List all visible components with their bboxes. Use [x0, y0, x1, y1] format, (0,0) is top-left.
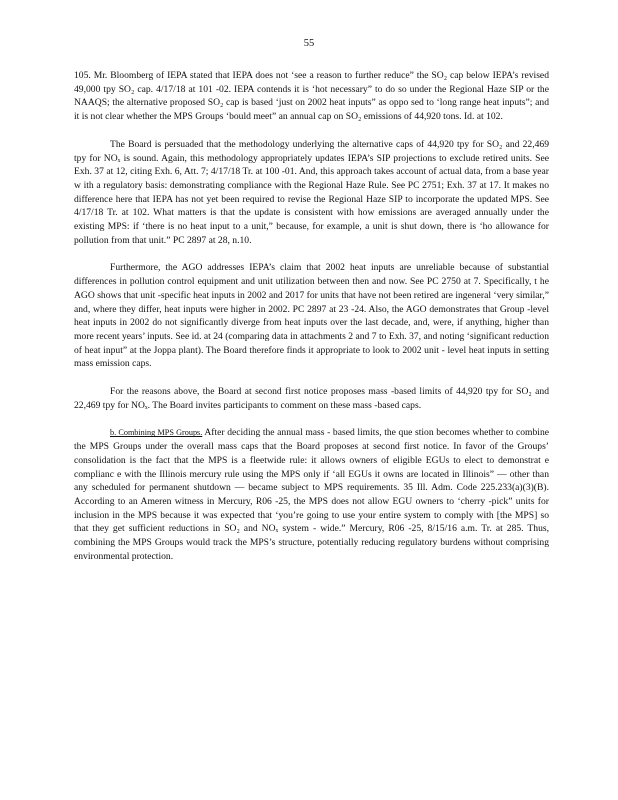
paragraph-bloomberg-quote: 105. Mr. Bloomberg of IEPA stated that IEPA does not ‘see a reason to further reduce” the SO₂ cap below IEPA’s revised 49,000 tpy SO₂ cap. 4/17/18 at 101 -02. IEPA contends it is ‘hot necessary” to do so under the Regional Haze SIP or the NAAQS; the alternative proposed SO₂ cap is based ‘just on 2002 heat inputs” as oppo sed to ‘long range heat inputs”; and it is not clear whether the MPS Groups ‘bould meet” an annual cap on SO₂ emissions of 44,920 tons. Id. at 102. [74, 70, 549, 123]
section-combining-mps-groups [74, 426, 549, 563]
document-body [74, 69, 549, 578]
paragraph-board-persuaded: The Board is persuaded that the methodology underlying the alternative caps of 44,920 tpy for SO₂ and 22,469 tpy for NOₓ is sound. Again, this methodology appropriately updates IEPA’s SIP projections to exclude retired units. See Exh. 37 at 12, citing Exh. 6, Att. 7; 4/17/18 Tr. at 100 -01. And, this approach takes account of actual data, from a base year w ith a regulatory basis: demonstrating compliance with the Regional Haze Rule. See PC 2751; Exh. 37 at 17. It makes no difference here that IEPA has not yet been required to revise the Regional Haze SIP to incorporate the updated MPS. See 4/17/18 Tr. at 102. What matters is that the update is consistent with how emissions are averaged annually under the existing MPS: if ‘there is no heat input to a unit,” because, for example, a unit is shut down, there is ‘ho allowance for pollution from that unit.” PC 2897 at 28, n.10. [74, 138, 549, 246]
paragraph-ago-heat-inputs: Furthermore, the AGO addresses IEPA’s claim that 2002 heat inputs are unreliable because of substantial differences in pollution control equipment and unit utilization between then and now. See PC 2750 at 7. Specifically, t he AGO shows that unit -specific heat inputs in 2002 and 2017 for units that have not been retired are ingeneral ‘very similar,” and, where they differ, heat inputs were higher in 2002. PC 2897 at 23 -24. Also, the AGO demonstrates that Group -level heat inputs in 2002 do not significantly diverge from heat inputs over the last decade, and, were, if anything, higher than more recent years’ inputs. See id. at 24 (comparing data in attachments 2 and 7 to Exh. 37, and noting ‘significant reduction of heat input” at the Joppa plant). The Board therefore finds it appropriate to look to 2002 unit - level heat inputs in setting mass emission caps. [74, 262, 549, 370]
paragraph-combining-groups: After deciding the annual mass - based limits, the que stion becomes whether to combine the MPS Groups under the overall mass caps that the Board proposes at second first notice. In favor of the Groups’ consolidation is the fact that the MPS is a fleetwide rule: it allows owners of eligible EGUs to elect to demonstrat e complianc e with the Illinois mercury rule using the MPS only if ‘all EGUs it owns are located in Illinois” — other than any scheduled for permanent shutdown — became subject to MPS requirements. 35 Ill. Adm. Code 225.233(a)(3)(B). According to an Ameren witness in Mercury, R06 -25, the MPS does not allow EGU owners to ‘cherry -pick” units for inclusion in the MPS because it was expected that ‘you’re going to use your entire system to comply with [the MPS] so that they get sufficient reductions in SO₂ and NOₓ system - wide.” Mercury, R06 -25, 8/15/16 a.m. Tr. at 285. Thus, combining the MPS Groups would track the MPS’s structure, potentially reducing regulatory burdens without comprising environmental protection. [74, 427, 549, 562]
paragraph-proposed-limits: For the reasons above, the Board at second first notice proposes mass -based limits of 44,920 tpy for SO₂ and 22,469 tpy for NOₓ. The Board invites participants to comment on these mass -based caps. [74, 386, 549, 411]
page-number: 55 [303, 38, 315, 49]
section-heading: b. Combining MPS Groups. [110, 428, 203, 438]
